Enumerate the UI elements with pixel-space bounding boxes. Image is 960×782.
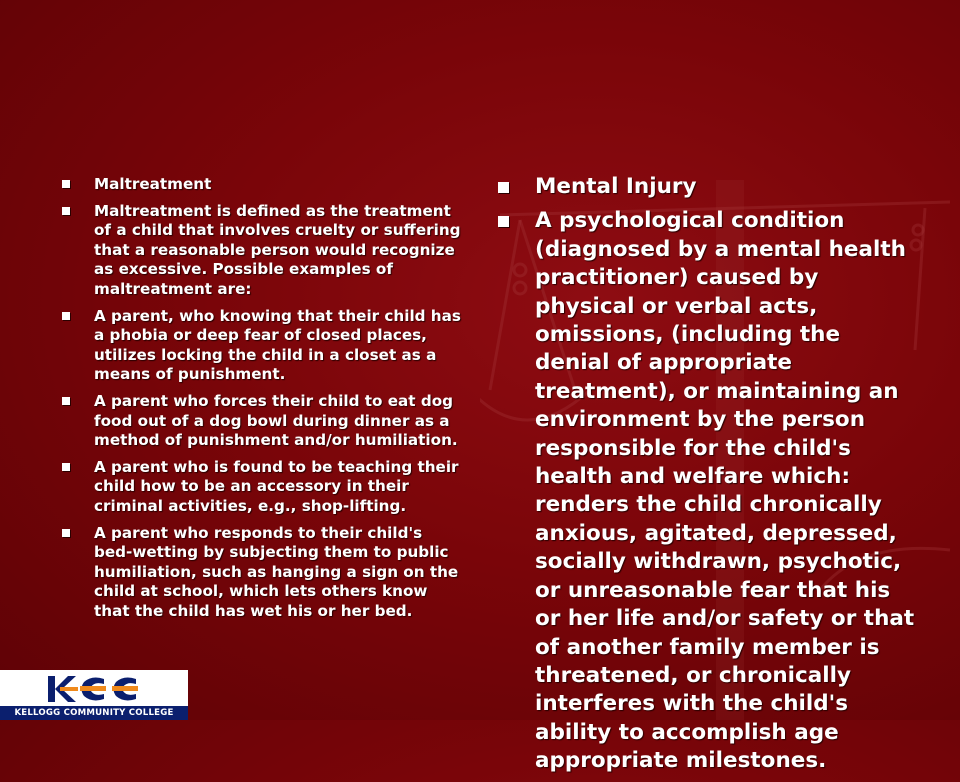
list-item (62, 392, 462, 451)
college-name: KELLOGG COMMUNITY COLLEGE (0, 706, 188, 720)
mental-injury-definition: A psychological condition (diagnosed by a mental health practitioner) caused by physical or verbal acts, omissions, (including the denial of appropriate treatment), or maintaining an environment by the person responsible for the child's health and welfare which: renders the child chronically anxious, agitated, depressed, socially withdrawn, psychotic, or unreasonable fear that his or her life and/or safety or that of another family member is threatened, or chronically interferes with the child's ability to accomplish age appropriate milestones. (535, 208, 915, 774)
maltreatment-example: A parent who responds to their child's bed-wetting by subjecting them to public humiliation, such as hanging a sign on the child at school, which lets others know that the child has wet his or her bed. (94, 523, 459, 620)
square-bullet-icon (62, 180, 70, 188)
square-bullet-icon (498, 216, 509, 227)
list-item (498, 173, 916, 201)
kcc-logo-icon (46, 674, 142, 704)
maltreatment-example: A parent, who knowing that their child has a phobia or deep fear of closed places, utilizes locking the child in a closet as a means of punishment. (94, 306, 461, 384)
list-item (62, 175, 462, 195)
mental-injury-heading: Mental Injury (535, 174, 697, 199)
list-item (498, 207, 916, 775)
mental-injury-list (498, 173, 916, 776)
maltreatment-heading: Maltreatment (94, 175, 212, 193)
list-item (62, 458, 462, 517)
square-bullet-icon (62, 529, 70, 537)
maltreatment-column (62, 175, 462, 628)
maltreatment-list (62, 175, 462, 621)
square-bullet-icon (498, 182, 509, 193)
square-bullet-icon (62, 463, 70, 471)
square-bullet-icon (62, 312, 70, 320)
maltreatment-example: A parent who forces their child to eat dog food out of a dog bowl during dinner as a method of punishment and/or humiliation. (94, 391, 458, 450)
maltreatment-example: A parent who is found to be teaching their child how to be an accessory in their criminal activities, e.g., shop-lifting. (94, 457, 459, 515)
square-bullet-icon (62, 207, 70, 215)
square-bullet-icon (62, 397, 70, 405)
list-item (62, 307, 462, 385)
maltreatment-definition: Maltreatment is defined as the treatment of a child that involves cruelty or suffering that a reasonable person would recognize as excessive. Possible examples of maltreatment are: (94, 201, 461, 298)
mental-injury-column (498, 173, 916, 782)
college-logo (0, 670, 188, 720)
list-item (62, 524, 462, 622)
list-item (62, 202, 462, 300)
